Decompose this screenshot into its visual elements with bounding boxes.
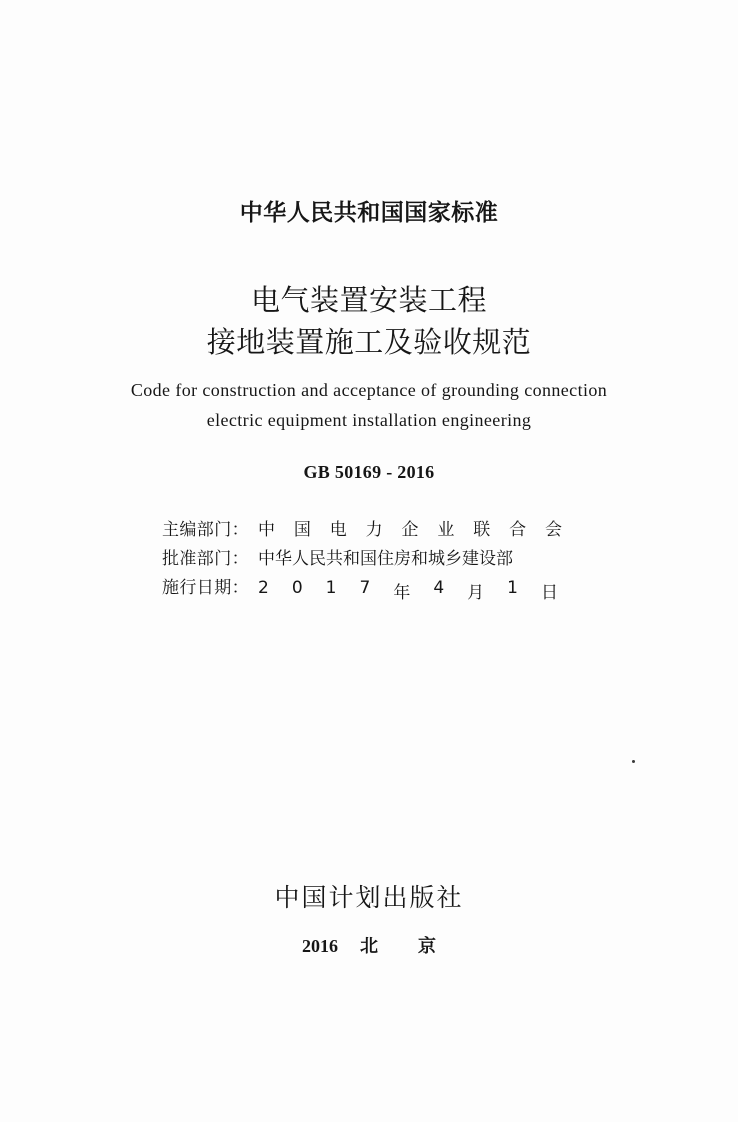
editor-char: 力	[365, 520, 383, 540]
english-title-line-1: Code for construction and acceptance of grounding connection	[130, 380, 608, 400]
approver-value: 中华人民共和国住房和城乡建设部	[258, 549, 513, 569]
scan-speck	[632, 760, 635, 763]
editor-value	[258, 515, 562, 540]
editor-row	[162, 515, 582, 544]
date-char: 日	[540, 583, 558, 603]
effective-date-label: 施行日期：	[162, 578, 249, 598]
effective-date-row	[162, 573, 582, 602]
approver-row	[162, 544, 582, 573]
date-char: 0	[291, 578, 303, 598]
english-title-line-2: electric equipment installation engineering	[206, 410, 532, 430]
publication-city-char: 北	[360, 936, 378, 957]
publisher-name: 中国计划出版社	[274, 883, 464, 912]
editor-char: 企	[401, 520, 419, 540]
editor-char: 国	[293, 520, 311, 540]
national-standard-heading: 中华人民共和国国家标准	[239, 200, 499, 226]
date-char: 年	[393, 583, 411, 603]
editor-char: 合	[509, 520, 527, 540]
date-char: 7	[359, 578, 371, 598]
publication-year: 2016	[302, 936, 338, 956]
standard-number: GB 50169 - 2016	[303, 462, 435, 482]
date-char: 1	[325, 578, 337, 598]
publication-place-year	[0, 932, 738, 958]
effective-date-value	[258, 578, 558, 603]
editor-char: 业	[437, 520, 455, 540]
editor-char: 电	[329, 520, 347, 540]
date-char: 1	[507, 578, 518, 598]
date-char: 月	[467, 583, 485, 603]
date-char: 4	[433, 578, 445, 598]
date-char: 2	[258, 578, 269, 598]
chinese-title-line-2: 接地装置施工及验收规范	[206, 325, 532, 359]
info-block	[162, 515, 582, 602]
editor-char: 会	[545, 520, 562, 540]
editor-char: 联	[473, 520, 491, 540]
chinese-title-line-1: 电气装置安装工程	[250, 283, 487, 317]
editor-label: 主编部门：	[162, 520, 249, 540]
approver-label: 批准部门：	[162, 549, 249, 569]
publication-city-char: 京	[418, 936, 436, 957]
editor-char: 中	[258, 520, 275, 540]
